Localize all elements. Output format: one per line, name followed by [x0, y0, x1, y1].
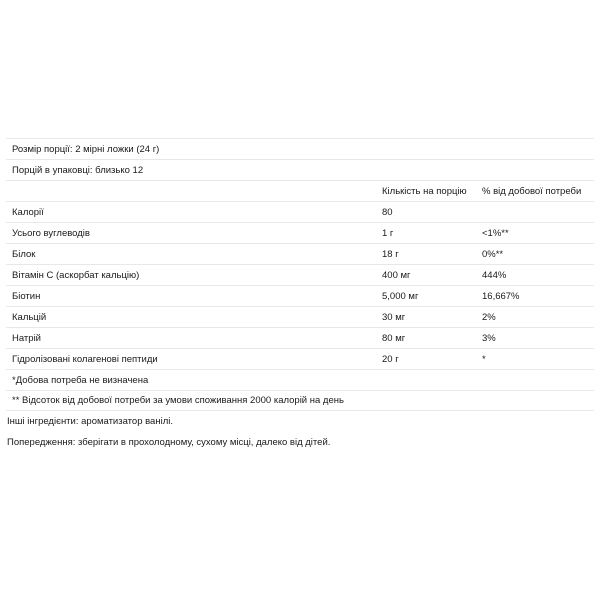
nutrient-name: Кальцій [12, 311, 47, 323]
nutrient-amount: 5,000 мг [382, 290, 419, 302]
nutrient-name: Білок [12, 248, 36, 260]
nutrient-amount: 1 г [382, 227, 394, 239]
nutrient-amount: 20 г [382, 353, 399, 365]
table-row [6, 264, 594, 285]
nutrient-amount: 80 мг [382, 332, 406, 344]
nutrient-amount: 30 мг [382, 311, 406, 323]
nutrient-name: Усього вуглеводів [12, 227, 90, 239]
nutrient-name: Гідролізовані колагенові пептиди [12, 353, 158, 365]
table-row [6, 222, 594, 243]
nutrient-name: Біотин [12, 290, 41, 302]
servings-per-container-row [6, 159, 594, 180]
nutrient-amount: 400 мг [382, 269, 411, 281]
amount-per-serving-header: Кількість на порцію [382, 185, 467, 197]
nutrient-daily-value: 444% [482, 269, 507, 281]
nutrient-amount: 80 [382, 206, 393, 218]
serving-size-row [6, 138, 594, 159]
footnote-daily-value-basis: ** Відсоток від добової потреби за умови споживання 2000 калорій на день [12, 395, 344, 406]
table-row [6, 348, 594, 369]
table-row [6, 306, 594, 327]
nutrient-name: Вітамін С (аскорбат кальцію) [12, 269, 140, 281]
nutrient-name: Натрій [12, 332, 41, 344]
nutrient-daily-value: 16,667% [482, 290, 520, 302]
nutrient-daily-value: 2% [482, 311, 496, 323]
nutrient-name: Калорії [12, 206, 44, 218]
table-row [6, 327, 594, 348]
table-row [6, 201, 594, 222]
table-row [6, 285, 594, 306]
nutrient-daily-value: * [482, 353, 486, 365]
nutrient-daily-value: <1%** [482, 227, 509, 239]
servings-per-container: Порцій в упаковці: близько 12 [12, 164, 144, 176]
footnote-row [6, 369, 594, 390]
other-ingredients: Інші інгредієнти: ароматизатор ванілі. [7, 416, 173, 427]
table-header-row [6, 180, 594, 201]
footnote-not-established: *Добова потреба не визначена [12, 374, 149, 386]
warnings: Попередження: зберігати в прохолодному, сухому місці, далеко від дітей. [7, 437, 331, 448]
nutrient-amount: 18 г [382, 248, 399, 260]
table-row [6, 243, 594, 264]
serving-size: Розмір порції: 2 мірні ложки (24 г) [12, 143, 160, 155]
nutrition-facts-table [6, 138, 594, 453]
nutrient-daily-value: 3% [482, 332, 496, 344]
nutrient-daily-value: 0%** [482, 248, 504, 260]
footnote-row [6, 390, 594, 411]
daily-value-header: % від добової потреби [482, 185, 582, 197]
